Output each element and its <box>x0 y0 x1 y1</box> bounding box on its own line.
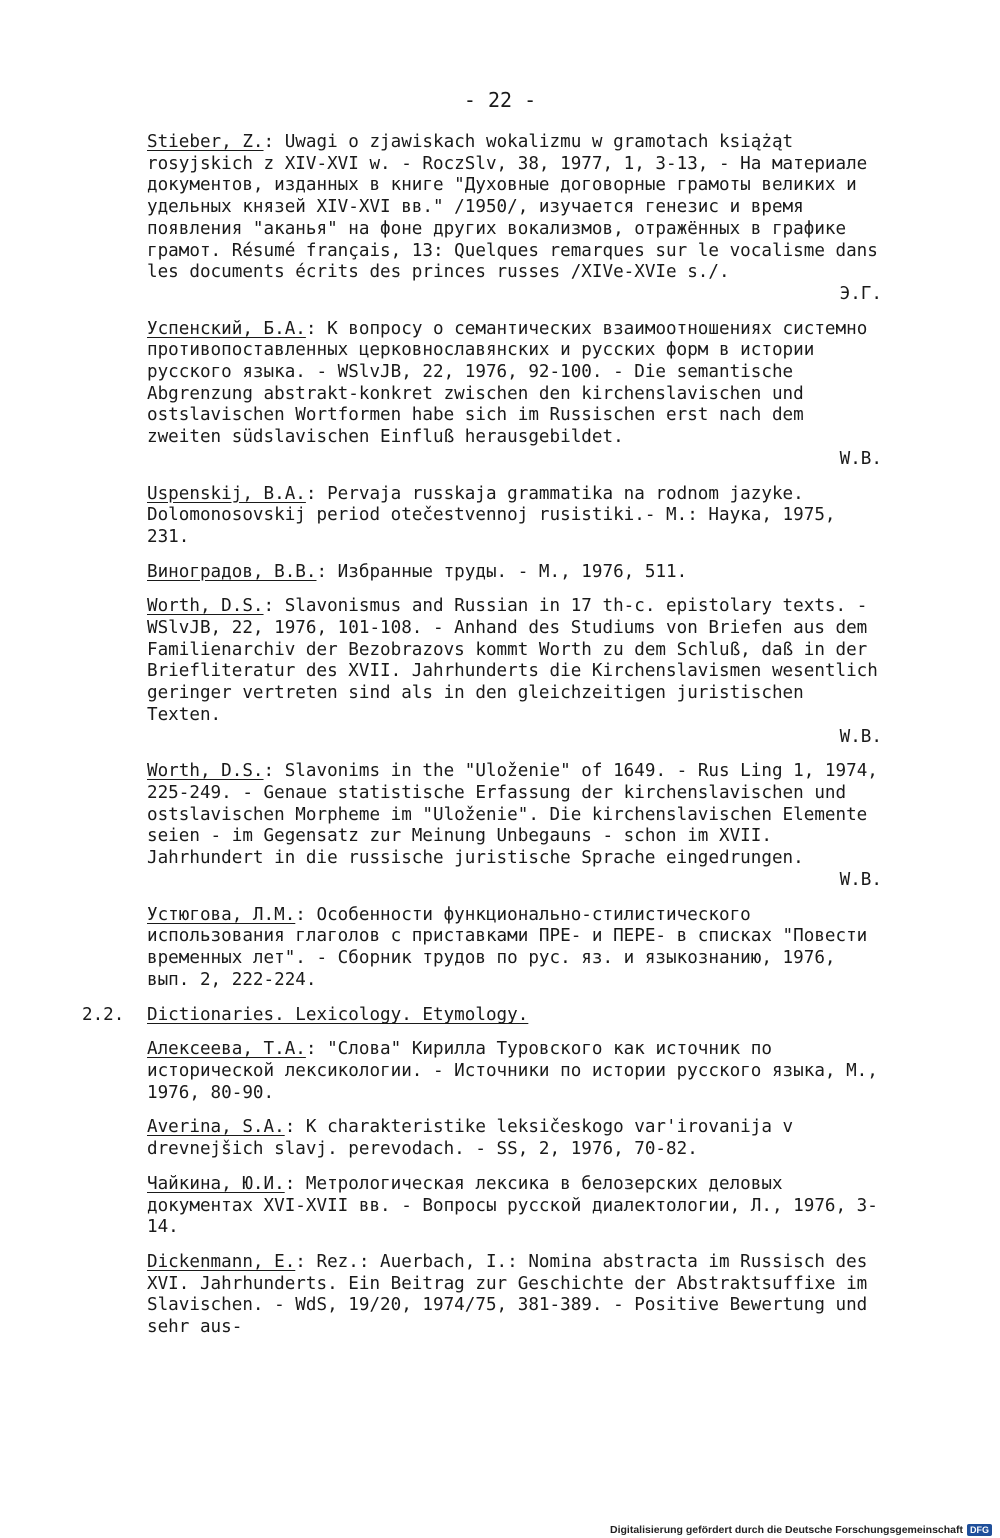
entry-text: : Избранные труды. - М., 1976, 511. <box>316 561 688 582</box>
entry-text: : Uwagi o zjawiskach wokalizmu w gramotach książąt rosyjskich z XIV-XVI w. - RoczSlv, 38, 1977, 1, 3-13, - На материале документов, изданных в книге "Духовные договорные грамоты великих и удельных князей XIV-XVI вв." /1950/, изучается генезис и время появления "аканья" на фоне других вокализмов, отражённых в графике грамот. Résumé français, 13: Quelques remarques sur le vocalisme dans les documents écrits des princes russes /XIVe-XVIe s./. <box>147 132 889 283</box>
entry-text: : К вопросу о семантических взаимоотношениях системно противопоставленных церковнославянских и русских форм в истории русского языка. - WSlvJB, 22, 1976, 92-100. - Die semantische Abgrenzung abstrakt-konkret zwischen den kirchenslavischen und ostslavischen Wortformen habe sich im Russischen erst nach dem zweiten südslavischen Einfluß herausgebildet. <box>147 318 878 448</box>
entry-author: Успенский, Б.А. <box>147 318 306 339</box>
bibliography-body <box>82 132 889 1352</box>
section-number: 2.2. <box>82 1005 125 1026</box>
entry-text: : K charakteristike leksičeskogo var'irovanija v drevnejšich slavj. perevodach. - SS, 2, 1976, 70-82. <box>147 1117 804 1160</box>
footer <box>610 1524 992 1536</box>
dfg-logo-icon: DFG <box>967 1524 992 1536</box>
bib-entry <box>147 1039 889 1104</box>
footer-text: Digitalisierung gefördert durch die Deutsche Forschungsgemeinschaft <box>610 1524 963 1536</box>
entry-initials: Э.Г. <box>839 283 882 304</box>
entry-author: Устюгова, Л.М. <box>147 904 296 925</box>
entry-text: : Rez.: Auerbach, I.: Nomina abstracta im Russisch des XVI. Jahrhunderts. Ein Beitrag zur Geschichte der Abstraktsuffixe im Slavischen. - WdS, 19/20, 1974/75, 381-389. - Positive Bewertung und sehr aus- <box>147 1251 878 1338</box>
entry-text: : Slavonismus and Russian in 17 th-c. epistolary texts. - WSlvJB, 22, 1976, 101-108. - Anhand des Studiums von Briefen aus dem Familienarchiv der Bezobrazovs kommt Worth zu dem Schluß, daß in der Briefliteratur des XVII. Jahrhunderts die Kirchenslavismen wesentlich geringer vertreten sind als in den gleichzeitigen juristischen Texten. <box>147 596 889 725</box>
entry-author: Dickenmann, E. <box>147 1251 296 1272</box>
entry-author: Чайкина, Ю.И. <box>147 1173 285 1194</box>
bib-entry <box>147 319 882 471</box>
entry-text: : Pervaja russkaja grammatika na rodnom jazyke. Dolomonosovskij period otečestvennoj rusistiki.- M.: Наука, 1975, 231. <box>147 483 847 547</box>
bib-entry <box>147 484 882 549</box>
entry-author: Stieber, Z. <box>147 132 264 152</box>
bib-entry <box>147 761 889 891</box>
section-title: Dictionaries. Lexicology. Etymology. <box>147 1005 529 1026</box>
entry-initials: W.B. <box>839 726 882 747</box>
bib-entry <box>147 1252 882 1339</box>
bib-entry <box>147 1174 882 1239</box>
entry-text: : "Слова" Кирилла Туровского как источник по исторической лексикологии. - Источники по истории русского языка, М., 1976, 80-90. <box>147 1039 889 1103</box>
bib-entry <box>147 562 882 584</box>
entry-initials: W.B. <box>839 869 882 890</box>
bib-entry <box>147 905 882 992</box>
bib-entry <box>147 596 889 748</box>
entry-text: : Метрологическая лексика в белозерских деловых документах XVI-XVII вв. - Вопросы русской диалектологии, Л., 1976, 3-14. <box>147 1173 878 1238</box>
entry-author: Averina, S.A. <box>147 1117 285 1138</box>
entry-author: Worth, D.S. <box>147 596 264 617</box>
entry-author: Виноградов, В.В. <box>147 561 317 582</box>
entry-author: Worth, D.S. <box>147 761 264 782</box>
entry-text: : Slavonims in the "Uloženie" of 1649. - Rus Ling 1, 1974, 225-249. - Genaue statistische Erfassung der kirchenslavischen und ostslavischen Morpheme im "Uloženie". Die kirchenslavischen Elemente seien - im Gegensatz zur Meinung Unbegauns - schon im XVII. Jahrhundert in die russische juristische Sprache eingedrungen. <box>147 761 889 869</box>
entry-author: Uspenskij, B.A. <box>147 483 306 504</box>
entry-author: Алексеева, Т.А. <box>147 1039 306 1060</box>
bib-entry <box>147 132 889 306</box>
entry-initials: W.B. <box>839 448 882 469</box>
section-heading <box>82 1004 882 1026</box>
page-number: - 22 - <box>463 88 537 112</box>
entry-text: : Особенности функционально-стилистического использования глаголов с приставками ПРЕ- и ПЕРЕ- в списках "Повести временных лет". - Сборник трудов по рус. яз. и языкознанию, 1976, вып. 2, 222-224. <box>147 904 878 990</box>
bib-entry <box>147 1117 882 1160</box>
